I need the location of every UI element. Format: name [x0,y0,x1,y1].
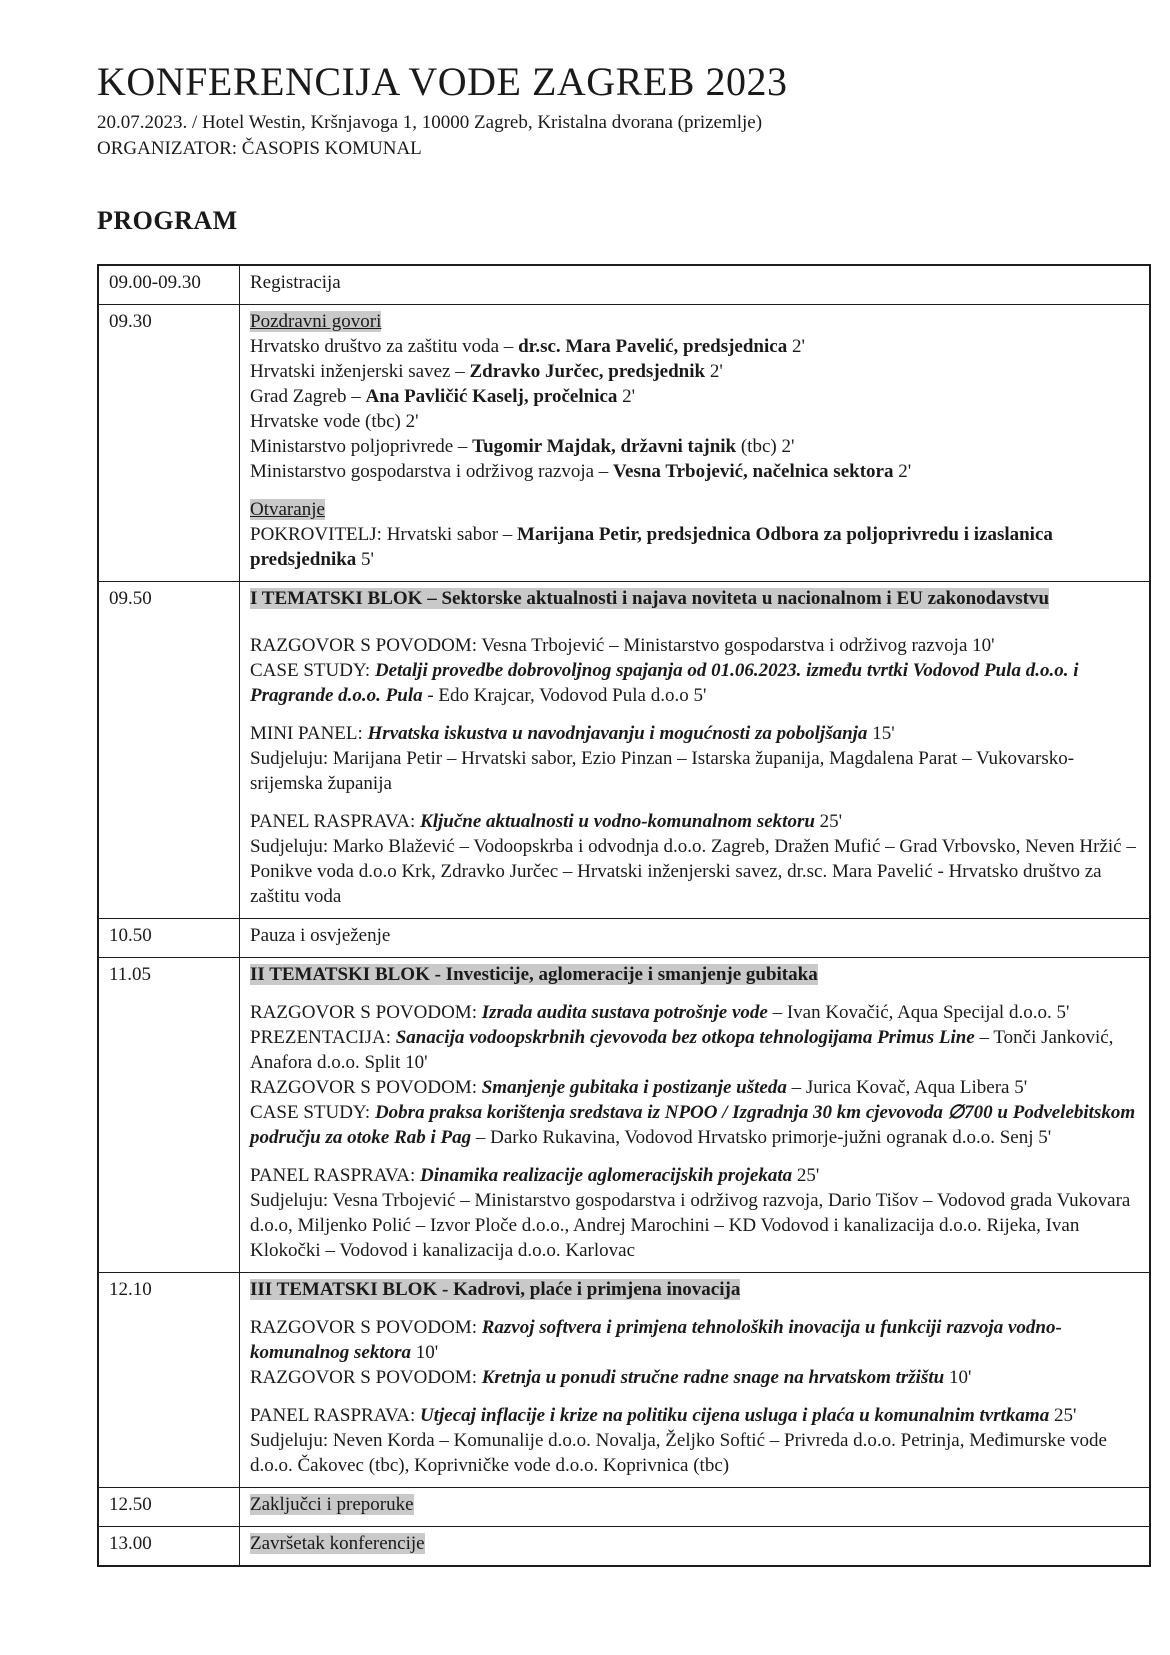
program-line [250,1075,1139,1100]
text-run: Hrvatska iskustva u navodnjavanju i mogućnosti za poboljšanja [367,723,868,744]
text-run: RAZGOVOR S POVODOM: Vesna Trbojević – Ministarstvo gospodarstva i održivog razvoja 10' [250,635,995,656]
text-run: 10' [944,1367,972,1388]
text-run: RAZGOVOR S POVODOM: [250,1077,482,1098]
text-run: Dobra praksa korištenja sredstava iz NPOO / Izgradnja 30 km cjevovoda ∅700 u Podvelebitskom području za otoke Rab i Pag [250,1102,1136,1148]
text-run: RAZGOVOR S POVODOM: [250,1002,482,1023]
time-cell: 09.50 [99,582,240,918]
program-line [250,721,1139,746]
text-run: 15' [867,723,895,744]
text-run: PANEL RASPRAVA: [250,811,421,832]
text-run: RAZGOVOR S POVODOM: [250,1317,482,1338]
text-run: – Ivan Kovačić, Aqua Specijal d.o.o. 5' [767,1002,1070,1023]
content-cell [240,582,1149,918]
text-run: Smanjenje gubitaka i postizanje ušteda [481,1077,787,1098]
text-run: Kretnja u ponudi stručne radne snage na hrvatskom tržištu [481,1367,945,1388]
program-line [250,658,1139,708]
program-line [250,1403,1139,1428]
program-row [99,266,1149,304]
program-line [250,633,1139,658]
text-run: Završetak konferencije [250,1533,425,1554]
program-line [250,1025,1139,1075]
text-run: 2' [787,336,805,357]
program-line [250,1000,1139,1025]
text-run: Vesna Trbojević, načelnica sektora [613,461,894,482]
time-cell: 09.30 [99,305,240,581]
text-run: 2' [893,461,912,482]
text-run: Pauza i osvježenje [250,925,391,946]
program-row [99,918,1149,957]
text-run: 25' [814,811,843,832]
program-block [250,1163,1139,1263]
text-run: MINI PANEL: [250,723,368,744]
program-line [250,586,1139,611]
text-run: – Darko Rukavina, Vodovod Hrvatsko primorje-južni ogranak d.o.o. Senj 5' [471,1127,1052,1148]
program-block [250,1315,1139,1390]
program-block [250,1531,1139,1556]
text-run: CASE STUDY: [250,1102,375,1123]
program-line [250,522,1139,572]
program-line [250,1492,1139,1517]
time-cell: 10.50 [99,919,240,957]
program-row [99,957,1149,1272]
text-run: Hrvatske vode (tbc) 2' [250,411,419,432]
program-line [250,497,1139,522]
program-line [250,1188,1139,1263]
text-run: PANEL RASPRAVA: [250,1405,421,1426]
text-run: 5' [356,549,374,570]
time-cell: 09.00-09.30 [99,266,240,304]
text-run: Sudjeluju: Neven Korda – Komunalije d.o.o. Novalja, Željko Softić – Privreda d.o.o. Petrinja, Međimurske vode d.o.o. Čakovec (tbc), Koprivničke vode d.o.o. Koprivnica (tbc) [250,1430,1107,1476]
program-line [250,809,1139,834]
content-cell [240,919,1149,957]
program-line [250,459,1139,484]
content-cell [240,305,1149,581]
text-run: Razvoj softvera i primjena tehnoloških inovacija u funkciji razvoja vodno-komunalnog sektora [250,1317,1062,1363]
program-line [250,1531,1139,1556]
program-block [250,270,1139,295]
text-run: Ključne aktualnosti u vodno-komunalnom sektoru [420,811,815,832]
program-row [99,581,1149,918]
text-run: 25' [1049,1405,1077,1426]
text-run: II TEMATSKI BLOK - Investicije, aglomeracije i smanjenje gubitaka [250,964,818,985]
program-section-title: PROGRAM [97,206,238,235]
program-block [250,1492,1139,1517]
program-line [250,923,1139,948]
text-run: Pozdravni govori [250,311,382,332]
text-run: Detalji provedbe dobrovoljnog spajanja od 01.06.2023. između tvrtki Vodovod Pula d.o.o. i Pragrande d.o.o. Pula [250,660,1079,706]
text-run: Zaključci i preporuke [250,1494,414,1515]
text-run: Hrvatski inženjerski savez – [250,361,470,382]
text-run: Ministarstvo poljoprivrede – [250,436,473,457]
text-run: RAZGOVOR S POVODOM: [250,1367,482,1388]
text-run: Tugomir Majdak, državni tajnik [472,436,737,457]
text-run: - Edo Krajcar, Vodovod Pula d.o.o 5' [422,685,707,706]
program-line [250,1365,1139,1390]
program-block [250,1000,1139,1150]
text-run: Dinamika realizacije aglomeracijskih projekata [420,1165,793,1186]
text-run: Utjecaj inflacije i krize na politiku cijena usluga i plaća u komunalnim tvrtkama [420,1405,1050,1426]
text-run: Hrvatsko društvo za zaštitu voda – [250,336,519,357]
text-run: PREZENTACIJA: [250,1027,396,1048]
program-line [250,1163,1139,1188]
program-block [250,1277,1139,1302]
program-line [250,1277,1139,1302]
text-run: Registracija [250,272,341,293]
time-cell: 13.00 [99,1527,240,1565]
text-run: dr.sc. Mara Pavelić, predsjednica [518,336,788,357]
text-run: III TEMATSKI BLOK - Kadrovi, plaće i primjena inovacija [250,1279,741,1300]
text-run: 2' [617,386,636,407]
program-block [250,962,1139,987]
conference-venue-line: 20.07.2023. / Hotel Westin, Kršnjavoga 1, 10000 Zagreb, Kristalna dvorana (prizemlje) [97,112,763,133]
program-line [250,409,1139,434]
content-cell [240,1527,1149,1565]
text-run: (tbc) 2' [736,436,795,457]
text-run: Ministarstvo gospodarstva i održivog razvoja – [250,461,614,482]
content-cell [240,266,1149,304]
document-header [97,60,1147,236]
program-block [250,923,1139,948]
text-run: Otvaranje [250,499,325,520]
time-cell: 12.10 [99,1273,240,1487]
text-run: – Jurica Kovač, Aqua Libera 5' [786,1077,1028,1098]
text-run: Sudjeluju: Marijana Petir – Hrvatski sabor, Ezio Pinzan – Istarska županija, Magdalena Parat – Vukovarsko-srijemska županija [250,748,1075,794]
program-line [250,1428,1139,1478]
program-line [250,1315,1139,1365]
text-run: 10' [411,1342,439,1363]
program-row [99,304,1149,581]
program-line [250,270,1139,295]
text-run: Izrada audita sustava potrošnje vode [481,1002,768,1023]
program-block [250,497,1139,572]
text-run: POKROVITELJ: Hrvatski sabor – [250,524,518,545]
conference-organizer-line: ORGANIZATOR: ČASOPIS KOMUNAL [97,138,422,159]
program-block [250,1403,1139,1478]
program-block [250,809,1139,909]
content-cell [240,1273,1149,1487]
text-run: 2' [705,361,723,382]
content-cell [240,958,1149,1272]
text-run: 25' [792,1165,820,1186]
text-run: CASE STUDY: [250,660,375,681]
text-run: Sudjeluju: Marko Blažević – Vodoopskrba i odvodnja d.o.o. Zagreb, Dražen Mufić – Grad Vrbovsko, Neven Hržić – Ponikve voda d.o.o Krk, Zdravko Jurčec – Hrvatski inženjerski savez, dr.sc. Mara Pavelić - Hrvatsko društvo za zaštitu voda [250,836,1136,907]
program-line [250,962,1139,987]
program-line [250,384,1139,409]
program-line [250,746,1139,796]
content-cell [240,1488,1149,1526]
text-run: Grad Zagreb – [250,386,366,407]
conference-title: KONFERENCIJA VODE ZAGREB 2023 [97,59,788,104]
text-run: Zdravko Jurčec, predsjednik [469,361,706,382]
program-table [97,264,1151,1567]
program-block [250,721,1139,796]
text-run: – Tonči Janković, Anafora d.o.o. Split 10' [250,1027,1114,1073]
program-row [99,1526,1149,1565]
program-block [250,309,1139,484]
text-run: Marijana Petir, predsjednica Odbora za poljoprivredu i izaslanica predsjednika [250,524,1053,570]
program-block [250,633,1139,708]
program-row [99,1487,1149,1526]
text-run: I TEMATSKI BLOK – Sektorske aktualnosti i najava noviteta u nacionalnom i EU zakonodavstvu [250,588,1050,609]
program-line [250,834,1139,909]
program-line [250,434,1139,459]
program-line [250,309,1139,334]
program-line [250,1100,1139,1150]
program-block [250,586,1139,611]
program-line [250,359,1139,384]
text-run: Ana Pavličić Kaselj, pročelnica [365,386,618,407]
program-row [99,1272,1149,1487]
text-run: Sudjeluju: Vesna Trbojević – Ministarstvo gospodarstva i održivog razvoja, Dario Tišov – Vodovod grada Vukovara d.o.o, Miljenko Polić – Izvor Ploče d.o.o., Andrej Marochini – KD Vodovod i kanalizacija d.o.o. Rijeka, Ivan Klokočki – Vodovod i kanalizacija d.o.o. Karlovac [250,1190,1131,1261]
text-run: PANEL RASPRAVA: [250,1165,421,1186]
text-run: Sanacija vodoopskrbnih cjevovoda bez otkopa tehnologijama Primus Line [395,1027,975,1048]
time-cell: 11.05 [99,958,240,1272]
time-cell: 12.50 [99,1488,240,1526]
program-line [250,334,1139,359]
